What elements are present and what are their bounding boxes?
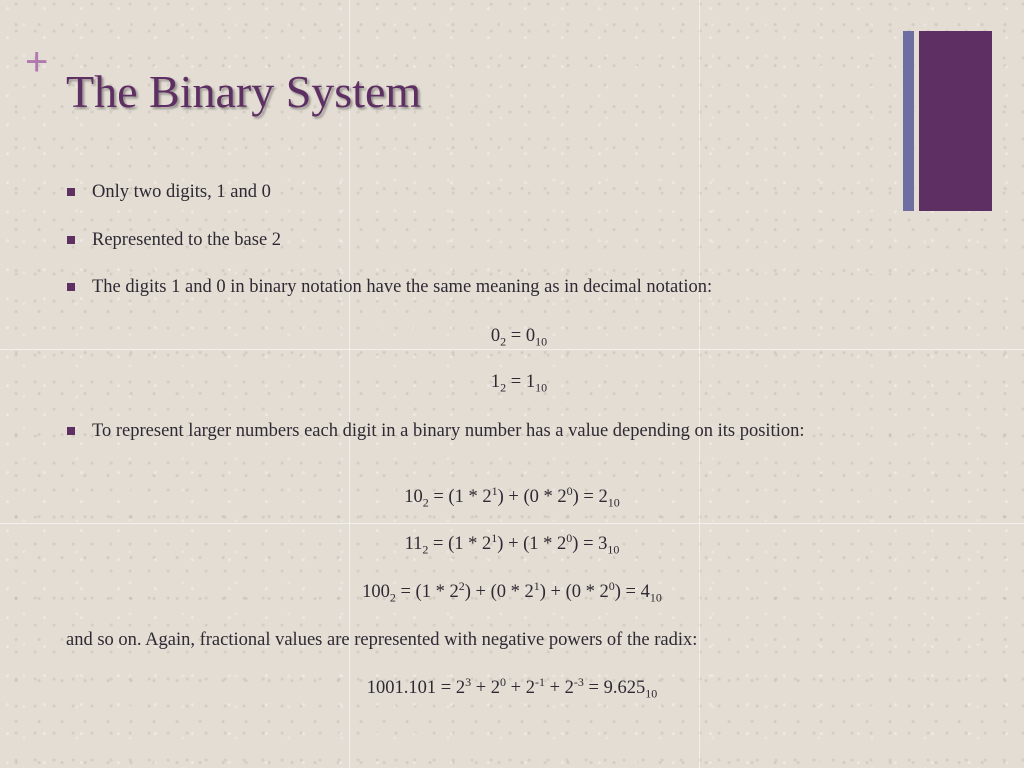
background-gridline (0, 349, 1024, 350)
equation: $1_2 = 1_{10}$ (490, 372, 548, 395)
bullet-text: Represented to the base 2 (92, 230, 282, 250)
equation: $10_2 = (1 * 2^1) + (0 * 2^0) = 2_{10}$ (404, 483, 620, 510)
slide-title: The Binary System (66, 66, 422, 117)
bullet-item (67, 421, 887, 441)
bullet-square-icon (67, 427, 75, 435)
bullet-text: The digits 1 and 0 in binary notation have the same meaning as in decimal notation: (92, 277, 713, 297)
decorative-bar-thin (903, 31, 914, 211)
paragraph-text: and so on. Again, fractional values are represented with negative powers of the radix: (66, 630, 698, 650)
bullet-item (67, 230, 887, 250)
equation: $100_2 = (1 * 2^2) + (0 * 2^1) + (0 * 2^0) = 4_{10}$ (362, 578, 662, 605)
equation: $0_2 = 0_{10}$ (490, 326, 548, 349)
bullet-item (67, 277, 887, 297)
equation: $11_2 = (1 * 2^1) + (1 * 2^0) = 3_{10}$ (404, 530, 620, 557)
decorative-bar-wide (919, 31, 992, 211)
bullet-square-icon (67, 236, 75, 244)
bullet-square-icon (67, 283, 75, 291)
equation: $1001.101 = 2^3 + 2^0 + 2^{-1} + 2^{-3} = 9.625_{10}$ (366, 674, 658, 701)
bullet-item (67, 182, 887, 202)
bullet-text: Only two digits, 1 and 0 (92, 182, 271, 202)
bullet-square-icon (67, 188, 75, 196)
bullet-text: To represent larger numbers each digit in a binary number has a value depending on its position: (92, 421, 805, 441)
background-gridline (0, 523, 1024, 524)
plus-icon: + (25, 40, 49, 84)
